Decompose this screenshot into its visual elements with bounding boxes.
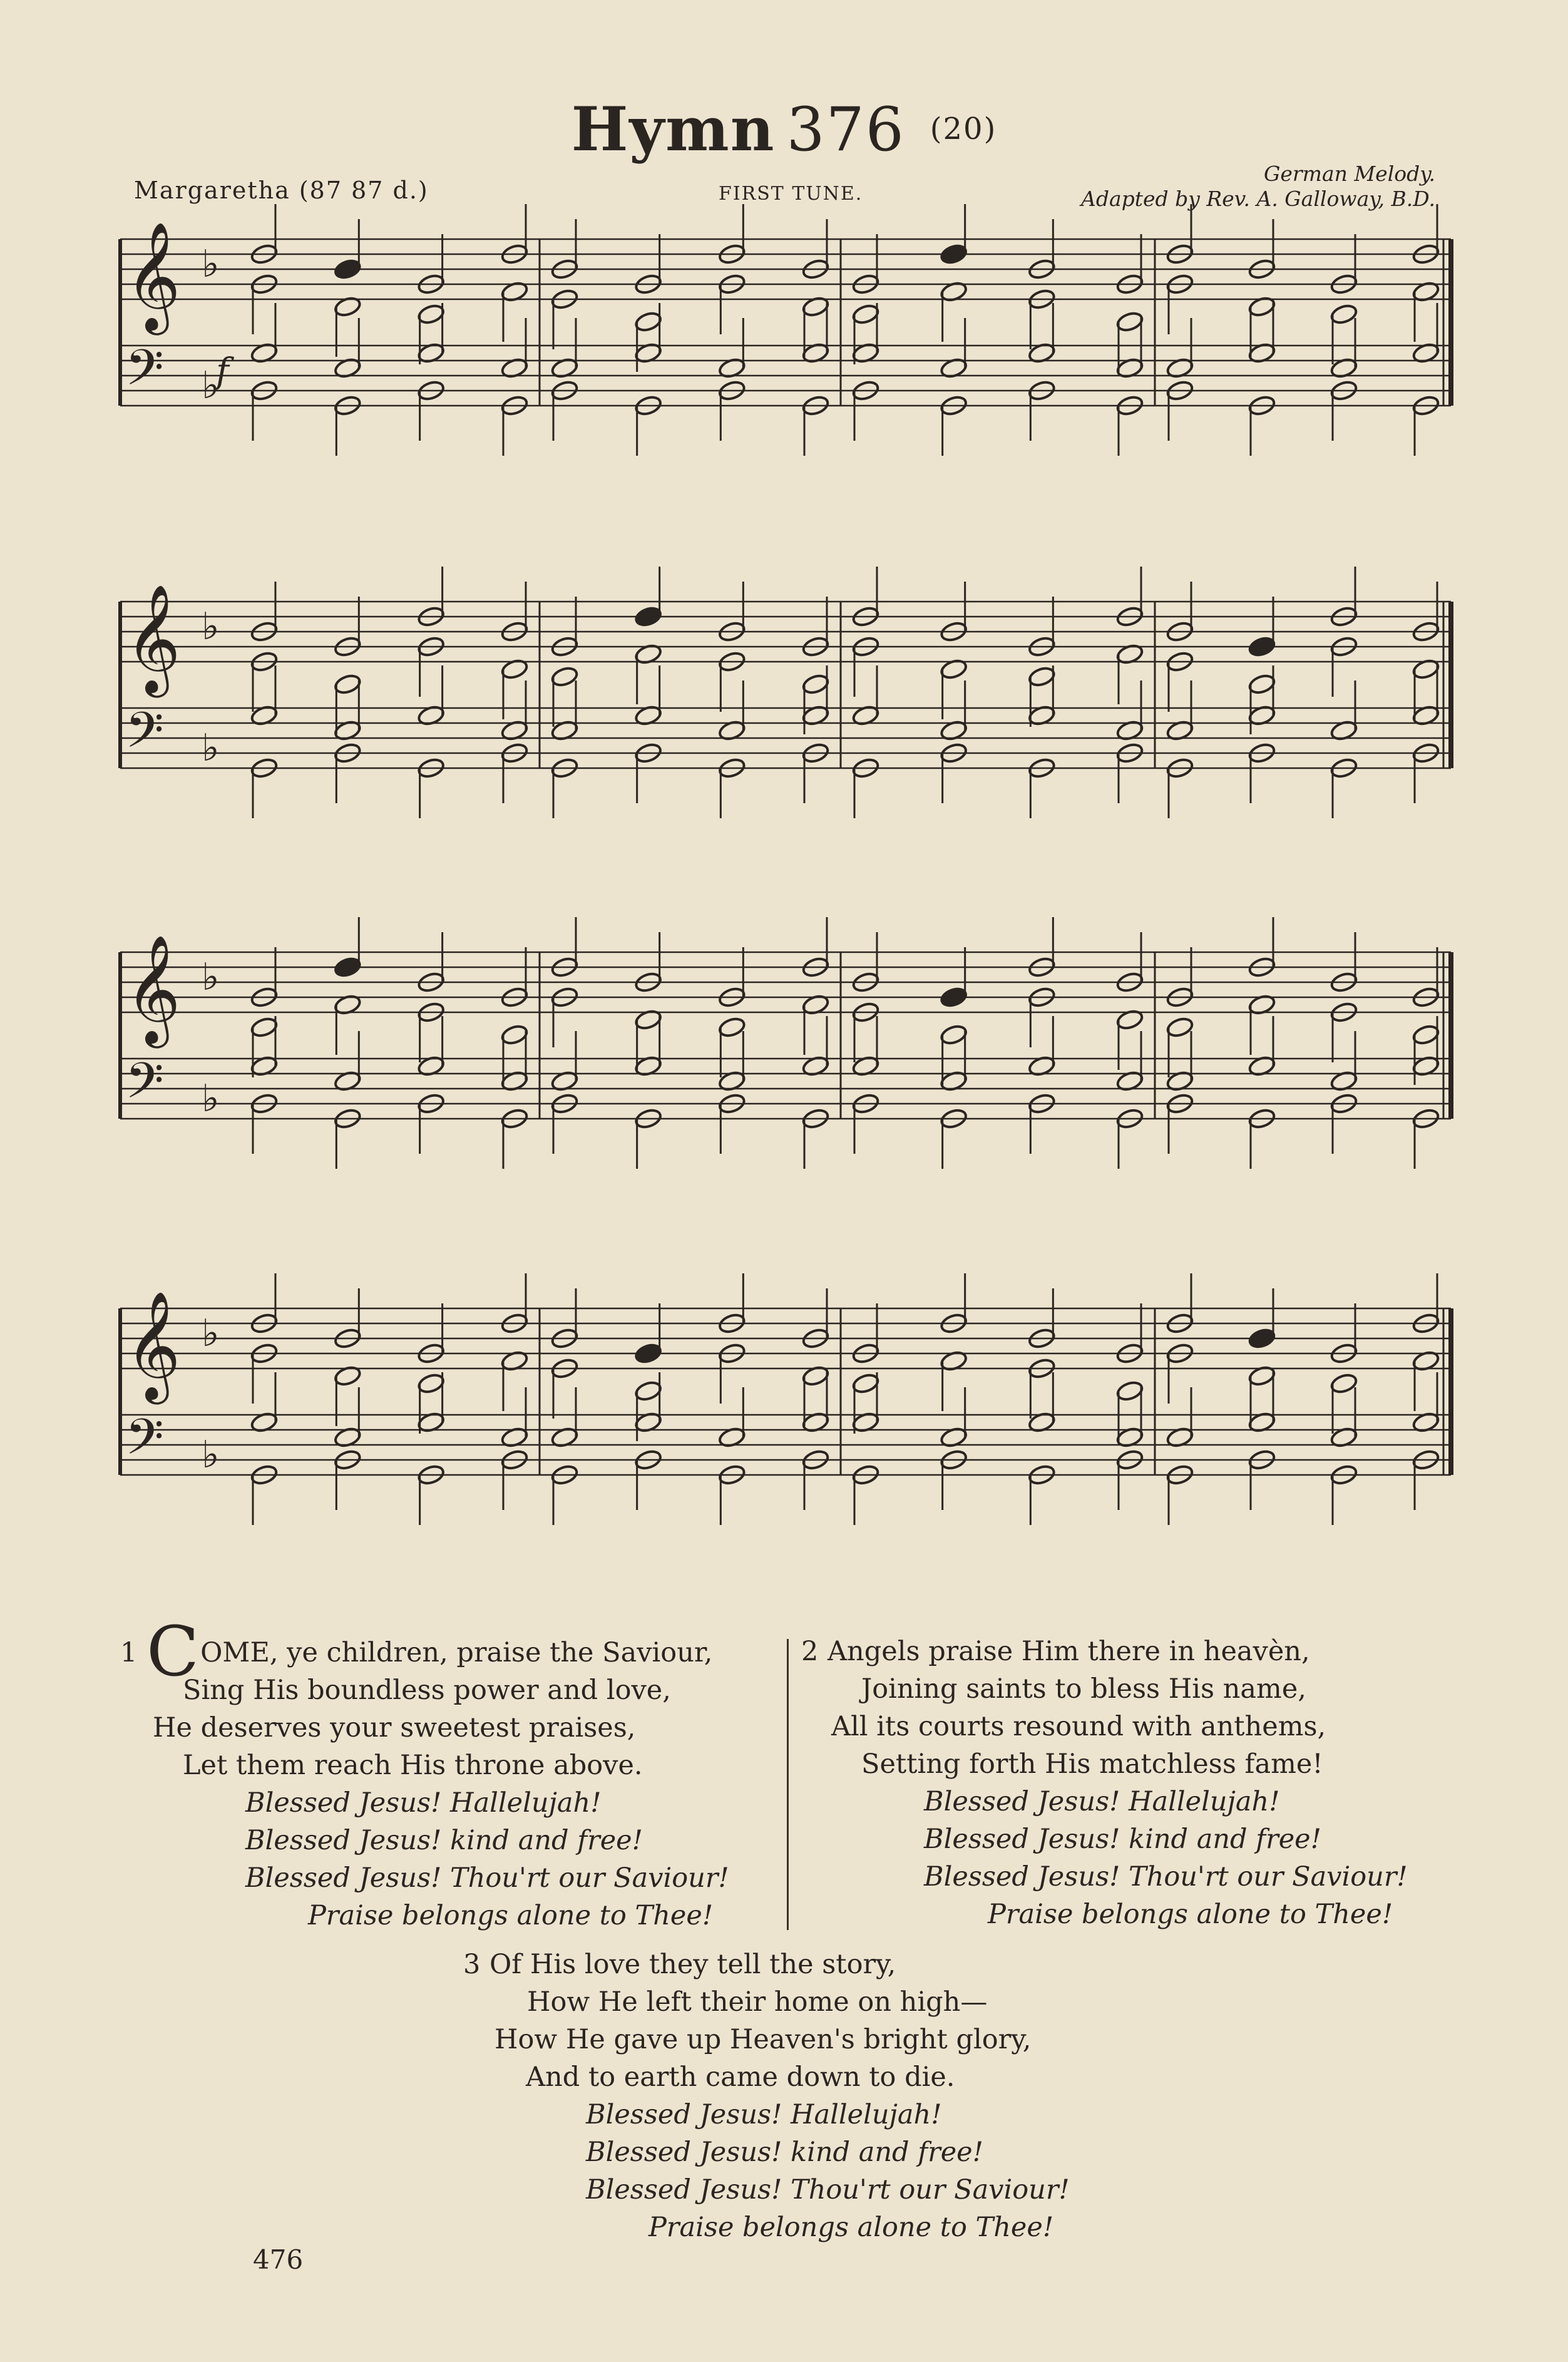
- hymn-number: 376: [786, 95, 905, 165]
- verse-line: All its courts resound with anthems,: [831, 1711, 1326, 1742]
- note-head: [634, 311, 663, 333]
- note-head: [940, 1024, 968, 1046]
- verse-first-line: OME, ye children, praise the Saviour,: [200, 1637, 713, 1668]
- treble-clef-icon: 𝄞: [125, 1291, 181, 1400]
- refrain-line: Praise belongs alone to Thee!: [308, 1900, 714, 1931]
- tune-label: FIRST TUNE.: [719, 183, 863, 205]
- note-head: [333, 673, 362, 696]
- flat-icon: ♭: [202, 1433, 220, 1477]
- note-head: [940, 986, 968, 1009]
- refrain-line: Blessed Jesus! kind and free!: [586, 2137, 983, 2168]
- note-head: [1412, 1024, 1440, 1046]
- refrain-line: Praise belongs alone to Thee!: [988, 1899, 1393, 1930]
- flat-icon: ♭: [202, 242, 220, 286]
- treble-clef-icon: 𝄞: [125, 584, 181, 693]
- flat-icon: ♭: [202, 955, 220, 999]
- verse-number: 1: [120, 1637, 138, 1668]
- note-head: [940, 243, 968, 265]
- verse-line: How He gave up Heaven's bright glory,: [494, 2024, 1032, 2055]
- note-head: [634, 1380, 663, 1402]
- note-head: [333, 956, 362, 978]
- flat-icon: ♭: [202, 364, 220, 408]
- note-head: [417, 303, 446, 326]
- flat-icon: ♭: [202, 605, 220, 649]
- refrain-line: Blessed Jesus! Thou'rt our Saviour!: [924, 1861, 1408, 1892]
- verse-first-line: Angels praise Him there in heavèn,: [828, 1636, 1310, 1667]
- note-head: [1166, 1016, 1194, 1039]
- verse-line: Sing His boundless power and love,: [183, 1675, 671, 1706]
- composer-line-2: Adapted by Rev. A. Galloway, B.D.: [1081, 187, 1435, 211]
- note-head: [550, 665, 579, 688]
- note-head: [717, 1016, 746, 1039]
- bass-clef-icon: 𝄢: [125, 1408, 164, 1478]
- flat-icon: ♭: [202, 1077, 220, 1121]
- bass-clef-icon: 𝄢: [125, 339, 164, 409]
- note-head: [801, 673, 830, 696]
- flat-icon: ♭: [202, 1312, 220, 1355]
- verse-line: Let them reach His throne above.: [183, 1750, 643, 1781]
- verse-2: [801, 1633, 1408, 1933]
- verse-line: Setting forth His matchless fame!: [861, 1748, 1323, 1780]
- alt-number: (20): [930, 111, 997, 146]
- verse-number: 2: [801, 1636, 819, 1667]
- refrain-line: Blessed Jesus! Hallelujah!: [245, 1787, 602, 1819]
- dynamic-mark: f: [216, 351, 229, 392]
- flat-icon: ♭: [202, 726, 220, 770]
- verse-number: 3: [463, 1949, 481, 1980]
- verse-line: Joining saints to bless His name,: [861, 1673, 1306, 1705]
- note-head: [250, 1016, 279, 1039]
- verse-line: He deserves your sweetest praises,: [153, 1712, 636, 1743]
- treble-clef-icon: 𝄞: [125, 222, 181, 331]
- title-word: Hymn: [571, 94, 776, 165]
- verse-3: [463, 1946, 1070, 2246]
- music-systems: [120, 204, 1451, 1525]
- bass-clef-icon: 𝄢: [125, 701, 164, 771]
- verse-first-line: Of His love they tell the story,: [489, 1949, 896, 1980]
- note-head: [1115, 311, 1144, 333]
- verse-line: [801, 1633, 1408, 1670]
- note-head: [634, 605, 663, 628]
- refrain-line: Blessed Jesus! Thou'rt our Saviour!: [586, 2174, 1070, 2205]
- note-head: [500, 1024, 529, 1046]
- verse-divider: [787, 1639, 789, 1930]
- refrain-line: Blessed Jesus! Thou'rt our Saviour!: [245, 1862, 729, 1894]
- note-head: [1330, 1372, 1358, 1395]
- note-head: [417, 1372, 446, 1395]
- refrain-line: Blessed Jesus! Hallelujah!: [586, 2099, 942, 2130]
- note-head: [634, 1342, 663, 1365]
- note-head: [1115, 1380, 1144, 1402]
- note-head: [1330, 303, 1358, 326]
- verse-1: [120, 1611, 729, 1934]
- verse-line: How He left their home on high—: [527, 1986, 988, 2018]
- refrain-line: Praise belongs alone to Thee!: [648, 2212, 1054, 2243]
- note-head: [1248, 635, 1276, 658]
- composer-line-1: German Melody.: [1264, 162, 1435, 186]
- verse-line: [463, 1946, 1070, 1983]
- refrain-line: Blessed Jesus! kind and free!: [245, 1825, 643, 1856]
- verse-line: And to earth came down to die.: [526, 2062, 955, 2093]
- page-number: 476: [253, 2244, 304, 2275]
- note-head: [1248, 673, 1276, 696]
- refrain-line: Blessed Jesus! kind and free!: [924, 1824, 1321, 1855]
- refrain-line: Blessed Jesus! Hallelujah!: [924, 1786, 1280, 1817]
- drop-cap: C: [146, 1611, 200, 1692]
- note-head: [851, 303, 880, 326]
- note-head: [1027, 665, 1056, 688]
- note-head: [851, 1372, 880, 1395]
- note-head: [1248, 1327, 1276, 1350]
- tune-name: Margaretha (87 87 d.): [134, 177, 429, 204]
- bass-clef-icon: 𝄢: [125, 1052, 164, 1122]
- treble-clef-icon: 𝄞: [125, 935, 181, 1044]
- note-head: [333, 258, 362, 280]
